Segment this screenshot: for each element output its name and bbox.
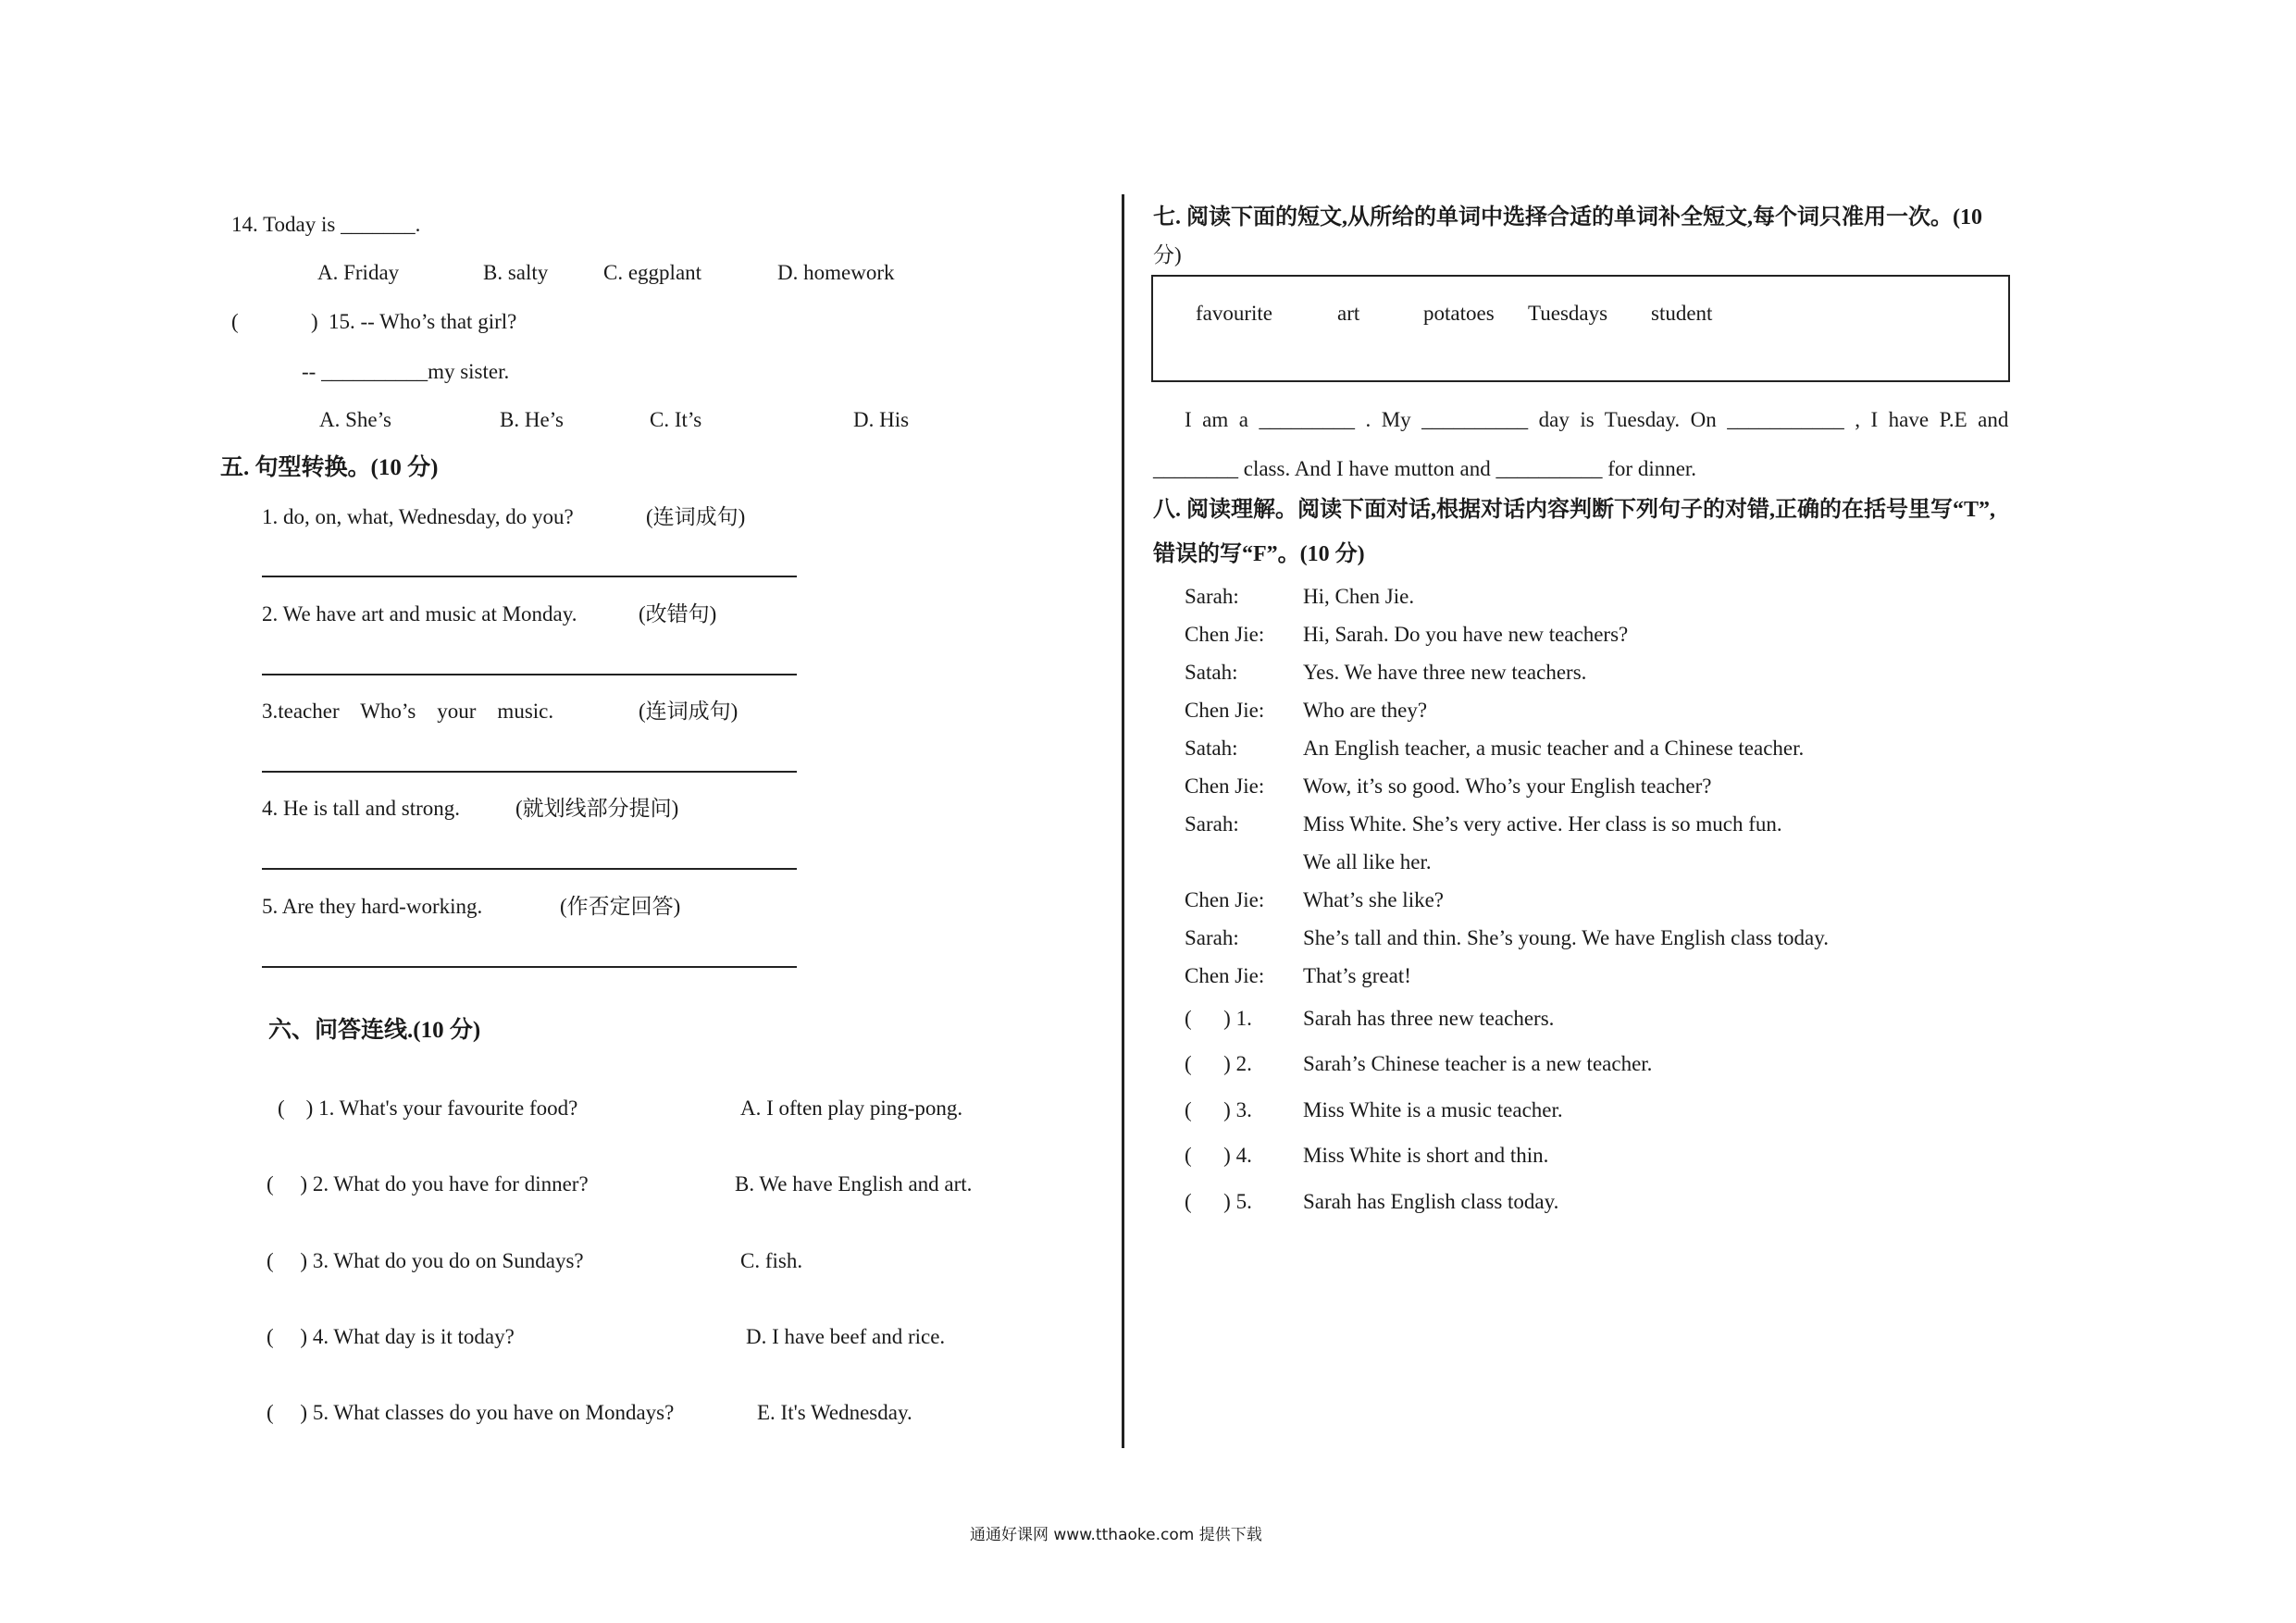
q15-answer-line: -- __________my sister. <box>302 360 510 383</box>
q14-option-d: D. homework <box>777 261 895 284</box>
dialogue-line: Who are they? <box>1303 699 1428 722</box>
dialogue-line: Wow, it’s so good. Who’s your English teacher? <box>1303 774 1712 798</box>
q14-option-a: A. Friday <box>317 261 400 284</box>
statement-text: Miss White is short and thin. <box>1303 1144 1549 1167</box>
q14-option-b: B. salty <box>483 261 549 284</box>
section5-item-1-note: (连词成句) <box>646 505 746 528</box>
page-footer: 通通好课网 www.tthaoke.com 提供下载 <box>970 1526 1262 1544</box>
answer-line[interactable] <box>262 674 797 675</box>
dialogue-speaker: Sarah: <box>1185 812 1239 836</box>
section6-question-5: ( ) 5. What classes do you have on Mondays? <box>267 1401 675 1424</box>
dialogue-speaker: Chen Jie: <box>1185 888 1265 911</box>
dialogue-speaker: Chen Jie: <box>1185 623 1265 646</box>
dialogue-line: Hi, Chen Jie. <box>1303 585 1415 608</box>
section6-question-4: ( ) 4. What day is it today? <box>267 1325 515 1348</box>
dialogue-speaker: Satah: <box>1185 737 1238 760</box>
statement-text: Sarah’s Chinese teacher is a new teacher. <box>1303 1052 1653 1075</box>
section6-question-3: ( ) 3. What do you do on Sundays? <box>267 1249 584 1272</box>
dialogue-line: Yes. We have three new teachers. <box>1303 661 1587 684</box>
q14-stem: 14. Today is _______. <box>231 213 421 236</box>
q15-stem: 15. -- Who’s that girl? <box>329 310 517 333</box>
dialogue-line: We all like her. <box>1303 850 1432 873</box>
dialogue-speaker: Sarah: <box>1185 926 1239 949</box>
section6-question-2: ( ) 2. What do you have for dinner? <box>267 1172 589 1196</box>
column-divider <box>1122 194 1124 1448</box>
q15-option-d: D. His <box>853 408 910 431</box>
statement-text: Sarah has English class today. <box>1303 1190 1559 1213</box>
dialogue-speaker: Chen Jie: <box>1185 699 1265 722</box>
q15-option-c: C. It’s <box>650 408 702 431</box>
word-bank-word: favourite <box>1196 302 1273 325</box>
section5-item-2: 2. We have art and music at Monday. <box>262 602 577 626</box>
section5-item-4: 4. He is tall and strong. <box>262 797 460 820</box>
statement-mark[interactable]: ( ) 3. <box>1185 1098 1252 1121</box>
word-bank-word: student <box>1651 302 1713 325</box>
statement-mark[interactable]: ( ) 5. <box>1185 1190 1252 1213</box>
section6-answer-b: B. We have English and art. <box>735 1172 973 1196</box>
word-bank-word: Tuesdays <box>1528 302 1608 325</box>
section5-item-3: 3.teacher Who’s your music. <box>262 700 554 723</box>
section7-title-line1: 七. 阅读下面的短文,从所给的单词中选择合适的单词补全短文,每个词只准用一次。(10 <box>1153 205 1982 229</box>
section6-answer-a: A. I often play ping-pong. <box>740 1096 963 1120</box>
answer-line[interactable] <box>262 576 797 577</box>
answer-line[interactable] <box>262 966 797 968</box>
section5-item-3-note: (连词成句) <box>639 700 738 723</box>
word-bank-box <box>1151 275 2010 382</box>
section8-title-line2: 错误的写“F”。(10 分) <box>1153 542 1365 566</box>
section8-title-line1: 八. 阅读理解。阅读下面对话,根据对话内容判断下列句子的对错,正确的在括号里写“T”, <box>1153 498 1996 522</box>
q15-bracket-open: ( <box>231 310 239 333</box>
q15-option-a: A. She’s <box>319 408 391 431</box>
section7-passage-line2: ________ class. And I have mutton and __________ for dinner. <box>1153 457 1697 480</box>
answer-line[interactable] <box>262 771 797 773</box>
dialogue-speaker: Chen Jie: <box>1185 964 1265 987</box>
section5-title: 五. 句型转换。(10 分) <box>220 455 439 480</box>
statement-mark[interactable]: ( ) 1. <box>1185 1007 1252 1030</box>
section6-question-1: ( ) 1. What's your favourite food? <box>278 1096 578 1120</box>
answer-line[interactable] <box>262 868 797 870</box>
dialogue-line: Hi, Sarah. Do you have new teachers? <box>1303 623 1629 646</box>
section5-item-4-note: (就划线部分提问) <box>515 797 679 820</box>
statement-text: Miss White is a music teacher. <box>1303 1098 1563 1121</box>
q15-bracket-close: ) <box>311 310 318 333</box>
dialogue-line: What’s she like? <box>1303 888 1445 911</box>
section6-answer-e: E. It's Wednesday. <box>757 1401 912 1424</box>
q15-option-b: B. He’s <box>500 408 564 431</box>
word-bank-word: potatoes <box>1423 302 1495 325</box>
section6-answer-c: C. fish. <box>740 1249 803 1272</box>
dialogue-speaker: Sarah: <box>1185 585 1239 608</box>
statement-text: Sarah has three new teachers. <box>1303 1007 1555 1030</box>
section5-item-2-note: (改错句) <box>639 602 717 626</box>
dialogue-line: That’s great! <box>1303 964 1411 987</box>
dialogue-speaker: Chen Jie: <box>1185 774 1265 798</box>
section6-title: 六、问答连线.(10 分) <box>268 1018 481 1043</box>
section5-item-1: 1. do, on, what, Wednesday, do you? <box>262 505 574 528</box>
section7-passage-line1: I am a _________ . My __________ day is Tuesday. On ___________ , I have P.E and <box>1185 408 2009 431</box>
statement-mark[interactable]: ( ) 4. <box>1185 1144 1252 1167</box>
statement-mark[interactable]: ( ) 2. <box>1185 1052 1252 1075</box>
section6-answer-d: D. I have beef and rice. <box>746 1325 946 1348</box>
section5-item-5: 5. Are they hard-working. <box>262 895 483 918</box>
dialogue-line: Miss White. She’s very active. Her class is so much fun. <box>1303 812 1782 836</box>
q14-option-c: C. eggplant <box>603 261 702 284</box>
section5-item-5-note: (作否定回答) <box>560 895 681 918</box>
dialogue-speaker: Satah: <box>1185 661 1238 684</box>
dialogue-line: An English teacher, a music teacher and a Chinese teacher. <box>1303 737 1805 760</box>
word-bank-word: art <box>1337 302 1360 325</box>
dialogue-line: She’s tall and thin. She’s young. We have English class today. <box>1303 926 1829 949</box>
section7-title-line2: 分) <box>1153 243 1182 266</box>
